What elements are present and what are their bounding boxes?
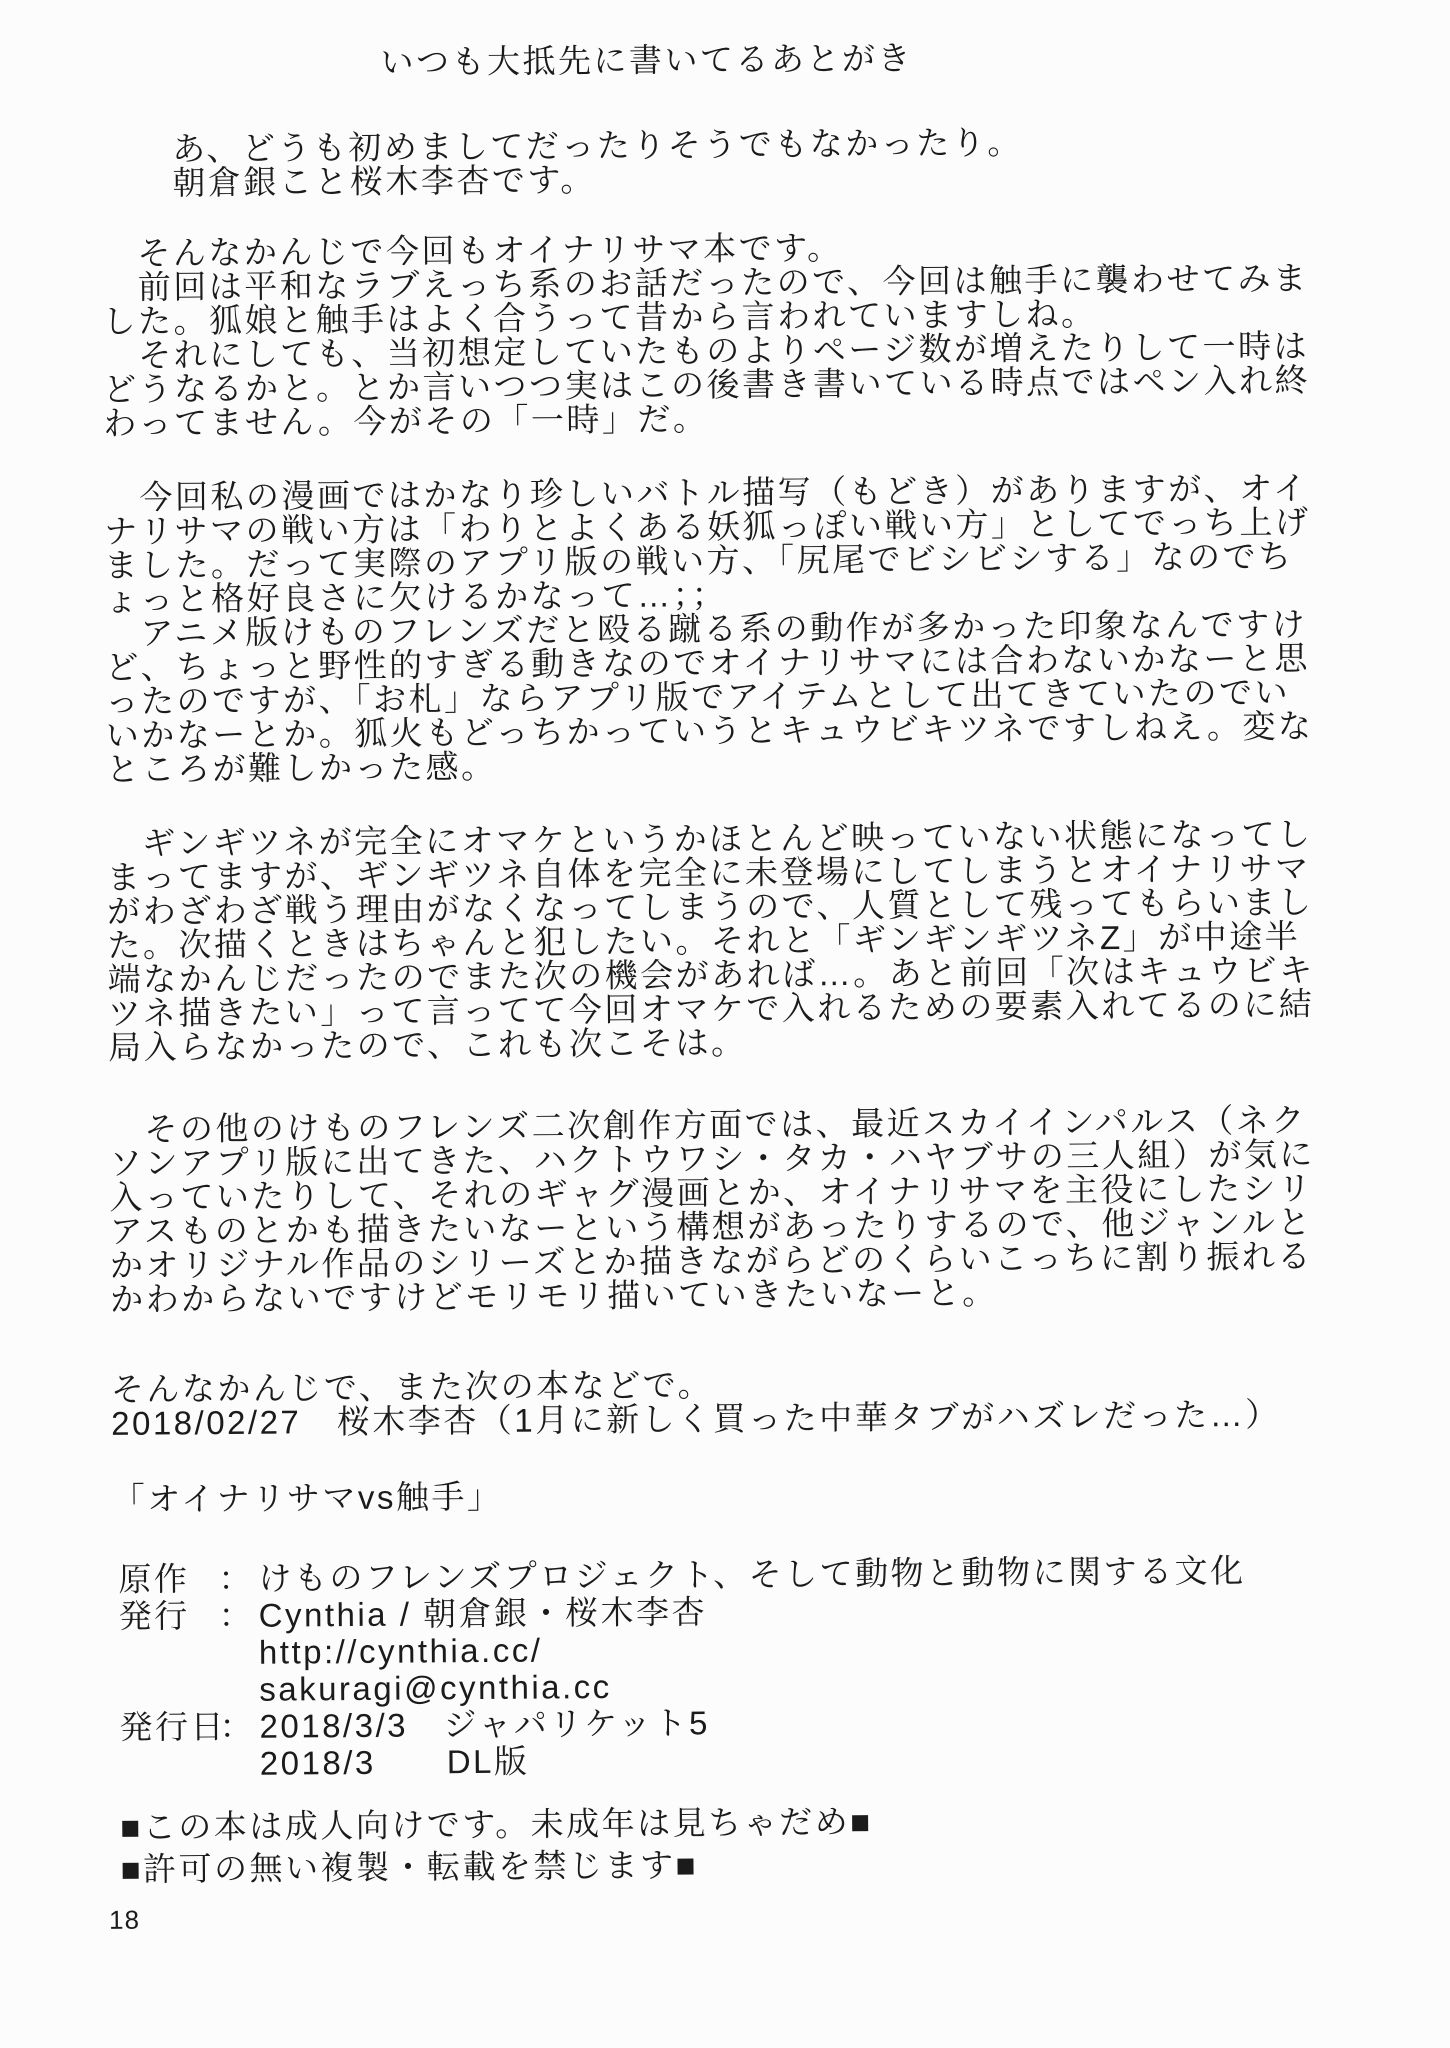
page-number: 18 [108, 1904, 141, 1935]
colophon-label: 発行 [118, 1597, 190, 1635]
afterword-body [101, 123, 1421, 1441]
text-line: がわざわざ戦う理由がなくなってしまうので、人質として残ってもらいまし [106, 883, 1314, 930]
colophon-label [120, 1745, 220, 1783]
notices [120, 1797, 1425, 1891]
text-line: そんなかんじで今回もオイナリサマ本です。 [101, 229, 843, 272]
text-line: その他のけものフレンズ二次創作方面では、最近スカイインパルス（ネク [108, 1101, 1307, 1148]
colophon-label: 発行日 [119, 1707, 227, 1746]
text-line: ょっと格好良さに欠けるかなって…；； [104, 576, 728, 618]
copyright-notice: ■許可の無い複製・転載を禁じます■ [120, 1846, 699, 1888]
text-line: ギンギツネが完全にオマケというかほとんど映っていない状態になってし [106, 815, 1313, 862]
colophon-colon: ： [218, 1559, 255, 1598]
text-line: あ、どうも初めましてだったりそうでもなかったり。 [101, 123, 1023, 168]
text-line: どうなるかと。とか言いつつ実はこの後書き書いている時点ではペン入れ終 [102, 361, 1311, 408]
text-line: そんなかんじで、また次の本などで。 [110, 1366, 714, 1408]
text-line: いかなーとか。狐火もどっちかっていうとキュウビキツネですしねえ。変な [105, 707, 1314, 754]
text-line: かわからないですけどモリモリ描いていきたいなーと。 [110, 1273, 998, 1318]
text-line: ツネ描きたい」って言ってて今回オマケで入れるための要素入れてるのに結 [107, 985, 1315, 1032]
text-line: 今回私の漫画ではかなり珍しいバトル描写（もどき）がありますが、オイ [103, 469, 1309, 516]
colophon-label [119, 1634, 219, 1672]
text-line: 2018/02/27 桜木李杏（1月に新しく買った中華タブがハズレだった…） [111, 1395, 1281, 1442]
paragraph-block [106, 817, 1418, 1065]
text-line: 前回は平和なラブえっち系のお話だったので、今回は触手に襲わせてみま [102, 259, 1309, 306]
text-line: 入っていたりして、それのギャグ漫画とか、オイナリサマを主役にしたシリ [109, 1169, 1314, 1216]
work-title: 「オイナリサマvs触手」 [111, 1477, 503, 1518]
colophon-value: 2018/3/3 ジャパリケット5 [259, 1704, 711, 1745]
adult-notice: ■この本は成人向けです。未成年は見ちゃだめ■ [120, 1802, 873, 1846]
text-line: 端なかんじだったのでまた次の機会があれば…。あと前回「次はキュウビキ [107, 951, 1315, 998]
colophon-colon: ： [218, 1596, 255, 1635]
colophon-value: sakuragi@cynthia.cc [259, 1667, 612, 1708]
text-line: かオリジナル作品のシリーズとか描きながらどのくらいこっちに割り振れる [109, 1237, 1314, 1284]
paragraph-block [101, 123, 1411, 201]
paragraph-block [102, 227, 1414, 441]
text-line: まってますが、ギンギツネ自体を完全に未登場にしてしまうとオイナリサマ [106, 849, 1311, 896]
text-line: ソンアプリ版に出てきた、ハクトウワシ・タカ・ハヤブサの三人組）が気に [108, 1135, 1315, 1182]
text-line: ど、ちょっと野性的すぎる動きなのでオイナリサマには合わないかなーと思 [105, 639, 1311, 686]
text-line: ナリサマの戦い方は「わりとよくある妖狐っぽい戦い方」としてでっち上げ [104, 503, 1311, 550]
text-line: ました。だって実際のアプリ版の戦い方、「尻尾でビシビシする」なのでち [104, 537, 1294, 584]
colophon-colon [219, 1634, 259, 1671]
colophon-value: Cynthia / 朝倉銀・桜木李杏 [258, 1593, 708, 1634]
colophon-colon [219, 1671, 259, 1708]
colophon-label: 原作 [118, 1560, 190, 1598]
colophon-value: 2018/3 DL版 [259, 1742, 530, 1782]
colophon [118, 1551, 1424, 1783]
colophon-colon: ： [219, 1707, 256, 1746]
colophon-label [119, 1671, 219, 1709]
colophon-value: http://cynthia.cc/ [258, 1631, 543, 1671]
text-line: ったのですが、「お札」ならアプリ版でアイテムとして出てきていたのでい [105, 673, 1291, 720]
text-line: た。次描くときはちゃんと犯したい。それと「ギンギンギツネZ」が中途半 [107, 917, 1301, 964]
text-line: 局入らなかったので、これも次こそは。 [108, 1023, 747, 1066]
page-title: いつも大抵先に書いてるあとがき [380, 39, 914, 81]
text-line: それにしても、当初想定していたものよりページ数が増えたりして一時は [102, 327, 1310, 374]
text-line: 朝倉銀こと桜木李杏です。 [101, 161, 596, 202]
text-line: ところが難しかった感。 [105, 747, 497, 788]
text-line: わってません。今がその「一時」だ。 [103, 400, 709, 442]
paragraph-block [109, 1103, 1421, 1317]
paragraph-block [104, 471, 1416, 787]
paragraph-block [111, 1363, 1421, 1441]
text-line: した。狐娘と触手はよく合うって昔から言われていますしね。 [102, 295, 1097, 340]
text-line: アニメ版けものフレンズだと殴る蹴る系の動作が多かった印象なんですけ [104, 605, 1308, 652]
colophon-colon [220, 1745, 260, 1782]
colophon-value: けものフレンズプロジェクト、そして動物と動物に関する文化 [258, 1551, 1246, 1597]
text-line: アスものとかも描きたいなーという構想があったりするので、他ジャンルと [109, 1203, 1313, 1250]
